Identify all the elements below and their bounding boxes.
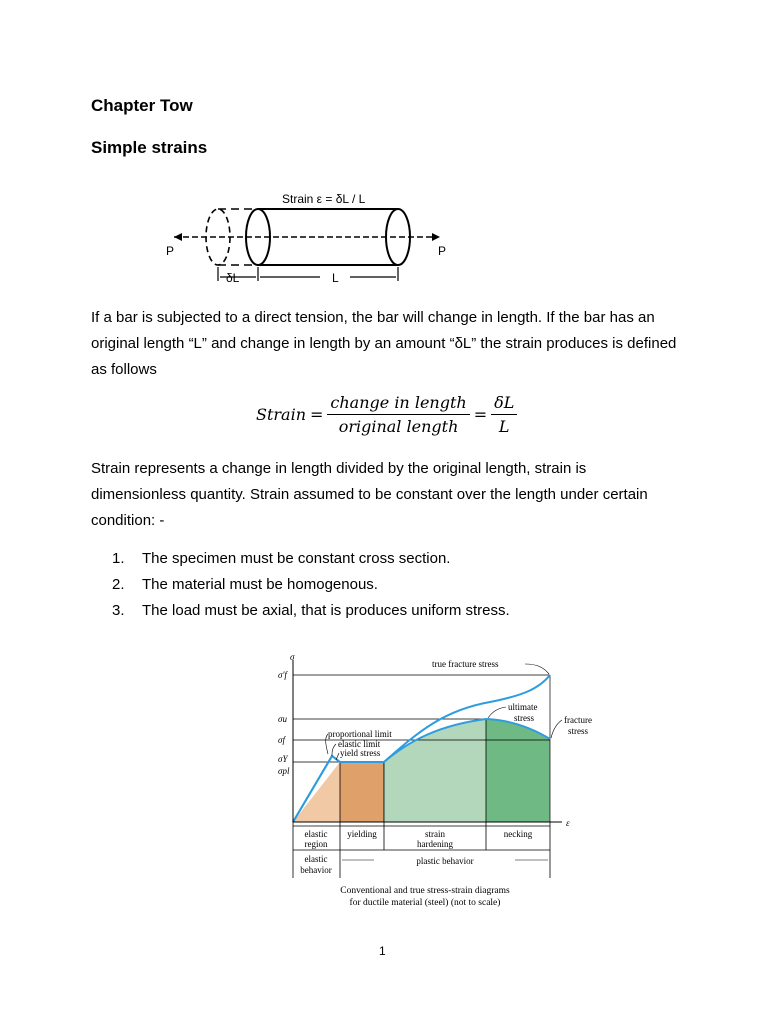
load-right-label: P	[438, 244, 447, 258]
dimension-ticks	[218, 267, 398, 281]
formula-denominator-symbol: L	[498, 417, 510, 436]
x-axis-label: ε	[566, 818, 570, 828]
region-strain-hardening-1: strain	[425, 829, 445, 839]
strain-description-paragraph: Strain represents a change in length divided by the original length, strain is dimensionless quantity. Strain assumed to be constant over the length under certain condition: -	[91, 460, 648, 529]
list-item: 3. The load must be axial, that is produces uniform stress.	[112, 602, 510, 619]
ultimate-stress-label-1: ultimate	[508, 702, 538, 712]
formula-lhs: Strain	[256, 405, 306, 424]
region-elastic-2: region	[304, 839, 328, 849]
elastic-region-fill	[293, 762, 340, 822]
strain-formula: Strain = $\frac{\text{change in length}}{\text{original length}}$ = $\frac{\delta L}{L}$	[256, 393, 517, 436]
behavior-elastic-1: elastic	[304, 854, 328, 864]
section-title: Simple strains	[91, 138, 208, 157]
fracture-stress-label-1: fracture	[564, 715, 592, 725]
y-axis-label: σ	[290, 652, 295, 662]
true-fracture-stress-symbol: σ′f	[278, 670, 287, 680]
formula-numerator: change in length	[327, 393, 469, 415]
proportional-limit-label: proportional limit	[328, 729, 392, 739]
strain-hardening-fill	[384, 719, 486, 822]
true-fracture-stress-label: true fracture stress	[432, 659, 499, 669]
deformed-bar-right-end	[386, 209, 410, 265]
formula-numerator-symbol: δL	[491, 393, 517, 415]
bar-tension-figure	[150, 183, 460, 288]
fracture-leader	[551, 720, 562, 738]
original-bar-end	[206, 209, 230, 265]
ultimate-stress-symbol: σu	[278, 714, 287, 724]
elastic-limit-label: elastic limit	[338, 739, 381, 749]
caption-line-2: for ductile material (steel) (not to scale)	[349, 898, 501, 908]
fracture-stress-label-2: stress	[568, 726, 588, 736]
fracture-stress-symbol: σf	[278, 735, 285, 745]
region-elastic-1: elastic	[304, 829, 328, 839]
stress-strain-diagram	[270, 650, 610, 915]
conditions-list	[112, 546, 510, 624]
page-number: 1	[379, 944, 386, 958]
region-strain-hardening-2: hardening	[417, 839, 453, 849]
behavior-plastic: plastic behavior	[416, 856, 474, 866]
formula-denominator: original length	[338, 417, 459, 436]
delta-l-label: δL	[226, 271, 240, 285]
intro-paragraph: If a bar is subjected to a direct tension, the bar will change in length. If the bar has an original length “L” and change in length by an amount “δL” the strain produces is defined as follows	[91, 309, 677, 378]
strain-definition-label: Strain ε = δL / L	[282, 192, 366, 206]
length-label: L	[332, 271, 339, 285]
yield-stress-symbol: σY	[278, 754, 288, 764]
yielding-region-fill	[340, 762, 384, 822]
region-yielding: yielding	[347, 829, 377, 839]
list-item: 2. The material must be homogenous.	[112, 576, 378, 593]
region-necking: necking	[503, 829, 533, 839]
load-left-label: P	[166, 244, 175, 258]
ultimate-leader	[488, 707, 506, 718]
chapter-title: Chapter Tow	[91, 96, 193, 115]
formula-fraction-words	[327, 393, 469, 436]
ultimate-stress-label-2: stress	[514, 713, 534, 723]
proportional-limit-symbol: σpl	[278, 766, 290, 776]
caption-line-1: Conventional and true stress-strain diagrams	[340, 886, 510, 896]
true-fracture-leader	[525, 664, 549, 674]
left-load-arrow	[174, 233, 182, 241]
formula-fraction-symbols	[491, 393, 517, 436]
right-load-arrow	[432, 233, 440, 241]
behavior-elastic-2: behavior	[300, 865, 332, 875]
list-item: 1. The specimen must be constant cross section.	[112, 550, 451, 567]
yield-stress-label: yield stress	[340, 748, 381, 758]
